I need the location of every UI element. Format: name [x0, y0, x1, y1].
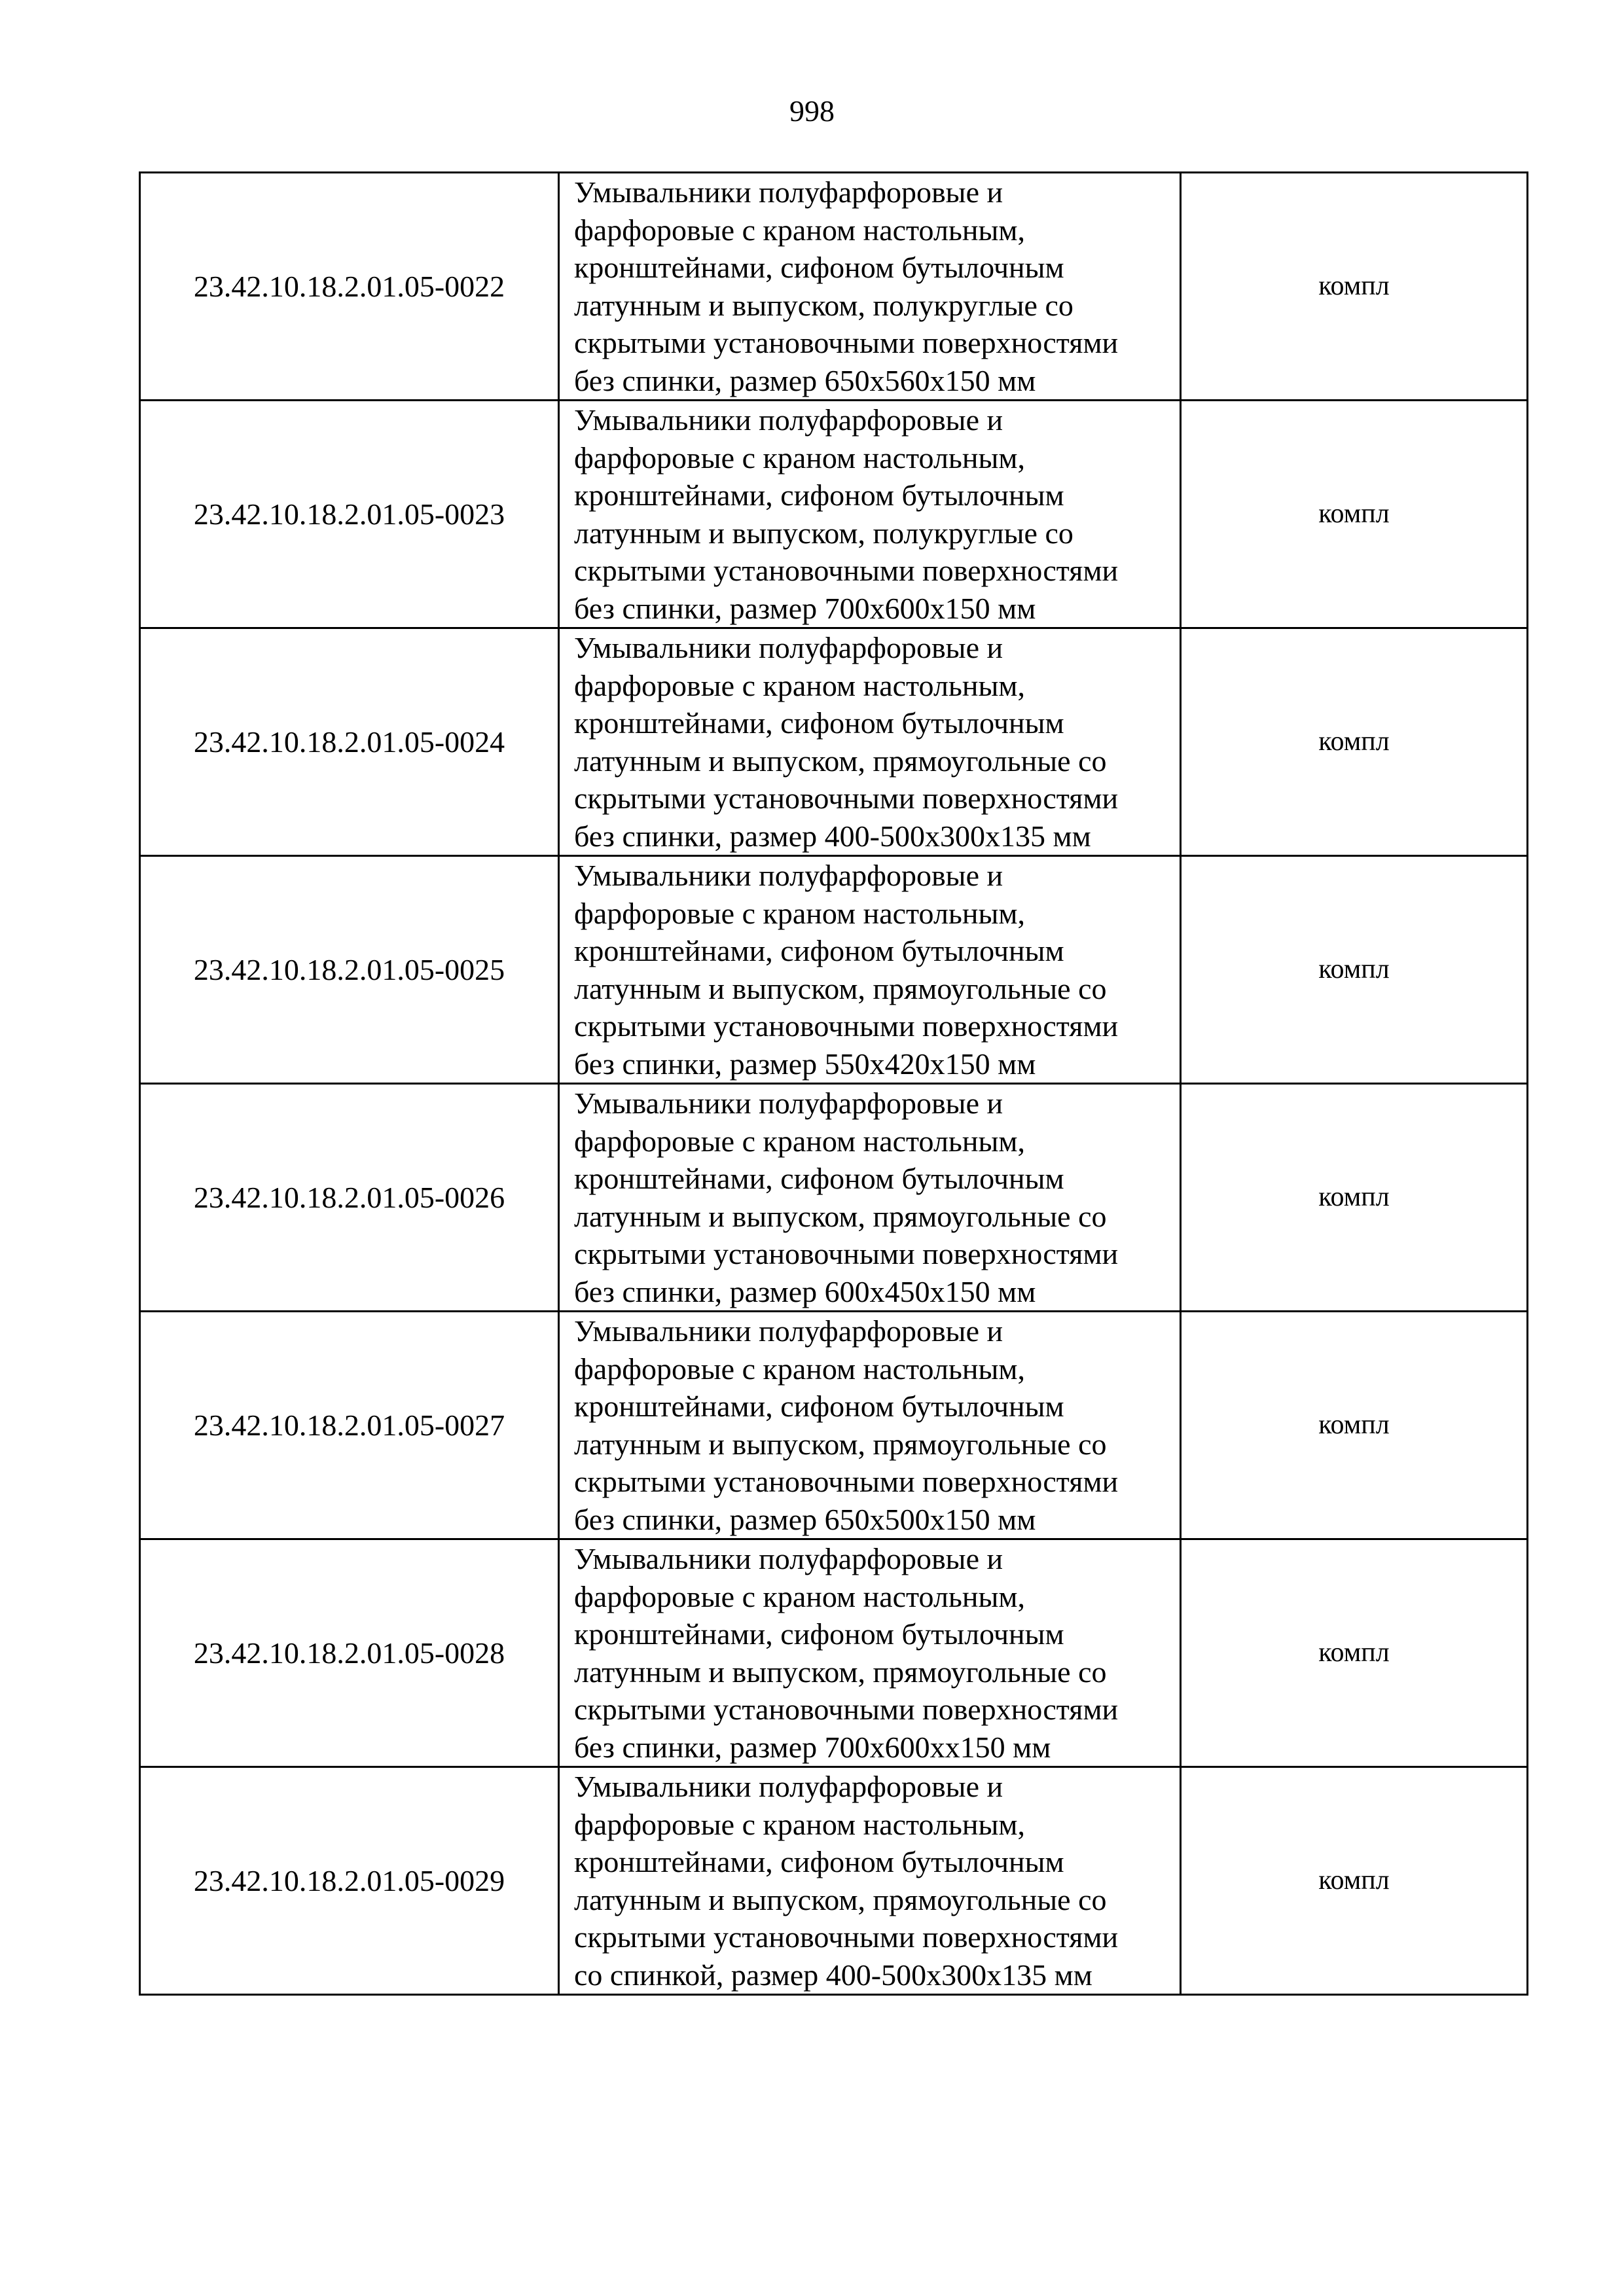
- resource-code: 23.42.10.18.2.01.05-0024: [140, 628, 559, 856]
- table-row: [140, 173, 1528, 401]
- table-row: [140, 856, 1528, 1084]
- table-row: [140, 628, 1528, 856]
- resource-description: Умывальники полуфарфоровые и фарфоровые с краном настольным, кронштейнами, сифоном бутылочным латунным и выпуском, прямоугольные со скрытыми установочными поверхностями со спинкой, размер 400-500х300х135 мм: [574, 1770, 1119, 1992]
- unit-of-measure: компл: [1181, 1312, 1528, 1539]
- resource-description-cell: [559, 628, 1181, 856]
- resource-description-cell: [559, 1084, 1181, 1312]
- resource-description: Умывальники полуфарфоровые и фарфоровые с краном настольным, кронштейнами, сифоном бутылочным латунным и выпуском, прямоугольные со скрытыми установочными поверхностями без спинки, размер 400-500х300х135 мм: [574, 631, 1119, 853]
- unit-of-measure: компл: [1181, 856, 1528, 1084]
- resource-description: Умывальники полуфарфоровые и фарфоровые с краном настольным, кронштейнами, сифоном бутылочным латунным и выпуском, полукруглые со скрытыми установочными поверхностями без спинки, размер 650х560х150 мм: [574, 175, 1119, 397]
- resource-description-cell: [559, 1539, 1181, 1767]
- table-row: [140, 1767, 1528, 1995]
- table-row: [140, 401, 1528, 628]
- resource-code: 23.42.10.18.2.01.05-0028: [140, 1539, 559, 1767]
- unit-of-measure: компл: [1181, 1767, 1528, 1995]
- unit-of-measure: компл: [1181, 401, 1528, 628]
- resource-description-cell: [559, 173, 1181, 401]
- resource-description: Умывальники полуфарфоровые и фарфоровые с краном настольным, кронштейнами, сифоном бутылочным латунным и выпуском, полукруглые со скрытыми установочными поверхностями без спинки, размер 700х600х150 мм: [574, 403, 1119, 625]
- resource-code: 23.42.10.18.2.01.05-0023: [140, 401, 559, 628]
- resource-description: Умывальники полуфарфоровые и фарфоровые с краном настольным, кронштейнами, сифоном бутылочным латунным и выпуском, прямоугольные со скрытыми установочными поверхностями без спинки, размер 650х500х150 мм: [574, 1314, 1119, 1536]
- table-row: [140, 1084, 1528, 1312]
- resource-code: 23.42.10.18.2.01.05-0025: [140, 856, 559, 1084]
- resource-description: Умывальники полуфарфоровые и фарфоровые с краном настольным, кронштейнами, сифоном бутылочным латунным и выпуском, прямоугольные со скрытыми установочными поверхностями без спинки, размер 600х450х150 мм: [574, 1086, 1119, 1308]
- unit-of-measure: компл: [1181, 628, 1528, 856]
- unit-of-measure: компл: [1181, 1539, 1528, 1767]
- resource-code: 23.42.10.18.2.01.05-0022: [140, 173, 559, 401]
- resource-description: Умывальники полуфарфоровые и фарфоровые с краном настольным, кронштейнами, сифоном бутылочным латунным и выпуском, прямоугольные со скрытыми установочными поверхностями без спинки, размер 550х420х150 мм: [574, 859, 1119, 1081]
- resource-description-cell: [559, 856, 1181, 1084]
- resource-description-cell: [559, 401, 1181, 628]
- unit-of-measure: компл: [1181, 173, 1528, 401]
- resource-description: Умывальники полуфарфоровые и фарфоровые с краном настольным, кронштейнами, сифоном бутылочным латунным и выпуском, прямоугольные со скрытыми установочными поверхностями без спинки, размер 700х600хх150 мм: [574, 1542, 1119, 1764]
- table-row: [140, 1539, 1528, 1767]
- resource-description-cell: [559, 1312, 1181, 1539]
- unit-of-measure: компл: [1181, 1084, 1528, 1312]
- page-number: 998: [789, 94, 835, 128]
- resource-table: [139, 171, 1528, 1996]
- resource-description-cell: [559, 1767, 1181, 1995]
- table-row: [140, 1312, 1528, 1539]
- resource-code: 23.42.10.18.2.01.05-0027: [140, 1312, 559, 1539]
- resource-code: 23.42.10.18.2.01.05-0026: [140, 1084, 559, 1312]
- resource-code: 23.42.10.18.2.01.05-0029: [140, 1767, 559, 1995]
